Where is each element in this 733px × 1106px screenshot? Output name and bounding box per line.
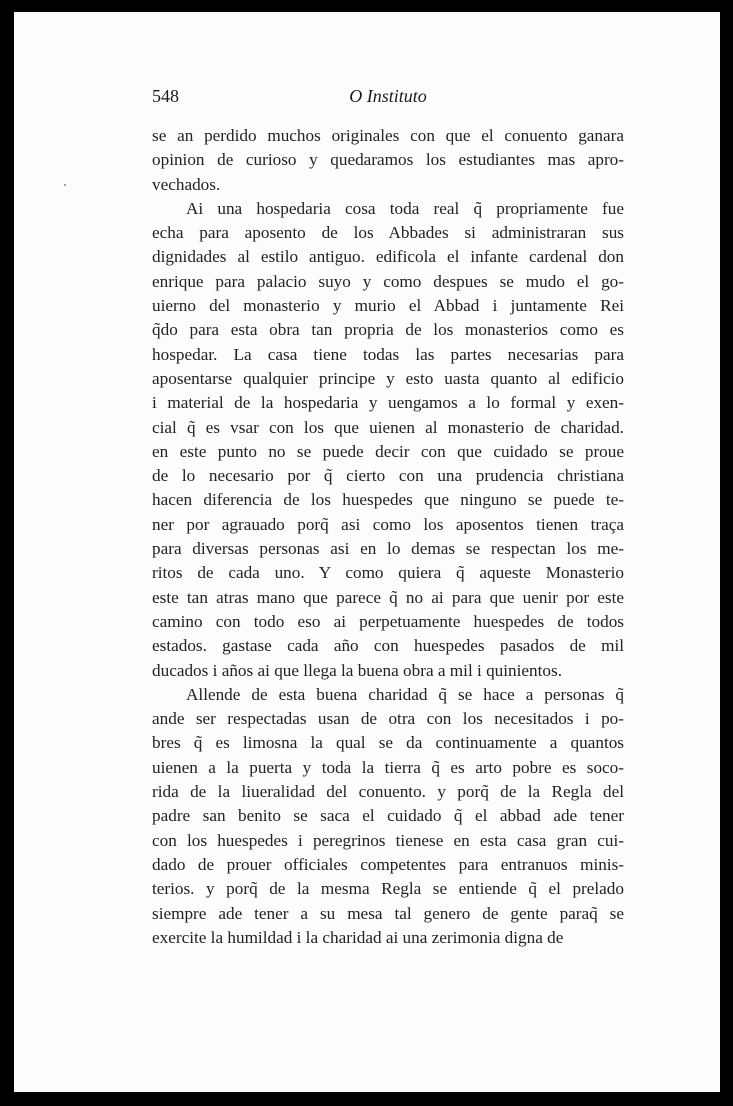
text-line: cial q̃ es vsar con los que uienen al monasterio de charidad. (152, 417, 624, 437)
text-line: exercite la humildad i la charidad ai una zerimonia digna de (152, 927, 564, 947)
text-line: dado de prouer officiales competentes para entranuos minis- (152, 854, 624, 874)
text-line: enrique para palacio suyo y como despues se mudo el go- (152, 271, 624, 291)
text-line: estados. gastase cada año con huespedes pasados de mil (152, 636, 624, 656)
page-header (152, 86, 624, 112)
text-line: dignidades al estilo antiguo. edificola el infante cardenal don (152, 247, 624, 267)
paragraph (152, 124, 624, 197)
text-line: terios. y porq̃ de la mesma Regla se entiende q̃ el prelado (152, 879, 624, 899)
text-line: hacen diferencia de los huespedes que ninguno se puede te- (152, 490, 624, 510)
text-line: aposentarse qualquier principe y esto uasta quanto al edificio (152, 368, 624, 388)
text-line: padre san benito se saca el cuidado q̃ el abbad ade tener (152, 806, 624, 826)
body-text (152, 124, 624, 950)
text-line: para diversas personas asi en lo demas se respectan los me- (152, 539, 624, 559)
text-line: i material de la hospedaria y uengamos a lo formal y exen- (152, 393, 624, 413)
book-page (14, 12, 720, 1092)
text-line: opinion de curioso y quedaramos los estudiantes mas apro- (152, 150, 624, 170)
text-line: de lo necesario por q̃ cierto con una prudencia christiana (152, 466, 624, 486)
text-line: echa para aposento de los Abbades si administraran sus (152, 223, 624, 243)
text-line: en este punto no se puede decir con que cuidado se proue (152, 441, 624, 461)
text-line: bres q̃ es limosna la qual se da continuamente a quantos (152, 733, 624, 753)
text-line: vechados. (152, 174, 221, 194)
text-line: Allende de esta buena charidad q̃ se hace a personas q̃ (186, 684, 624, 704)
text-line: ner por agrauado porq̃ asi como los aposentos tienen traça (152, 514, 624, 534)
text-line: ritos de cada uno. Y como quiera q̃ aqueste Monasterio (152, 563, 624, 583)
text-line: ducados i años ai que llega la buena obra a mil i quinientos. (152, 660, 562, 680)
text-line: siempre ade tener a su mesa tal genero de gente paraq̃ se (152, 903, 624, 923)
page-number: 548 (152, 86, 179, 106)
running-title: O Instituto (349, 86, 427, 106)
paragraph (152, 197, 624, 683)
margin-speck (64, 184, 66, 186)
text-line: se an perdido muchos originales con que el conuento ganara (152, 126, 624, 145)
text-line: uienen a la puerta y toda la tierra q̃ es arto pobre es soco- (152, 757, 624, 777)
text-line: este tan atras mano que parece q̃ no ai para que uenir por este (152, 587, 624, 607)
text-line: hospedar. La casa tiene todas las partes necesarias para (152, 344, 624, 364)
paragraph (152, 683, 624, 950)
text-line: ande ser respectadas usan de otra con los necesitados i po- (152, 709, 624, 729)
text-line: camino con todo eso ai perpetuamente huespedes de todos (152, 611, 624, 631)
text-line: uierno del monasterio y murio el Abbad i juntamente Rei (152, 296, 624, 316)
text-line: rida de la liueralidad del conuento. y porq̃ de la Regla del (152, 782, 624, 802)
text-line: Ai una hospedaria cosa toda real q̃ propriamente fue (186, 198, 624, 218)
text-line: con los huespedes i peregrinos tienese en esta casa gran cui- (152, 830, 624, 850)
text-line: q̃do para esta obra tan propria de los monasterios como es (152, 320, 624, 340)
